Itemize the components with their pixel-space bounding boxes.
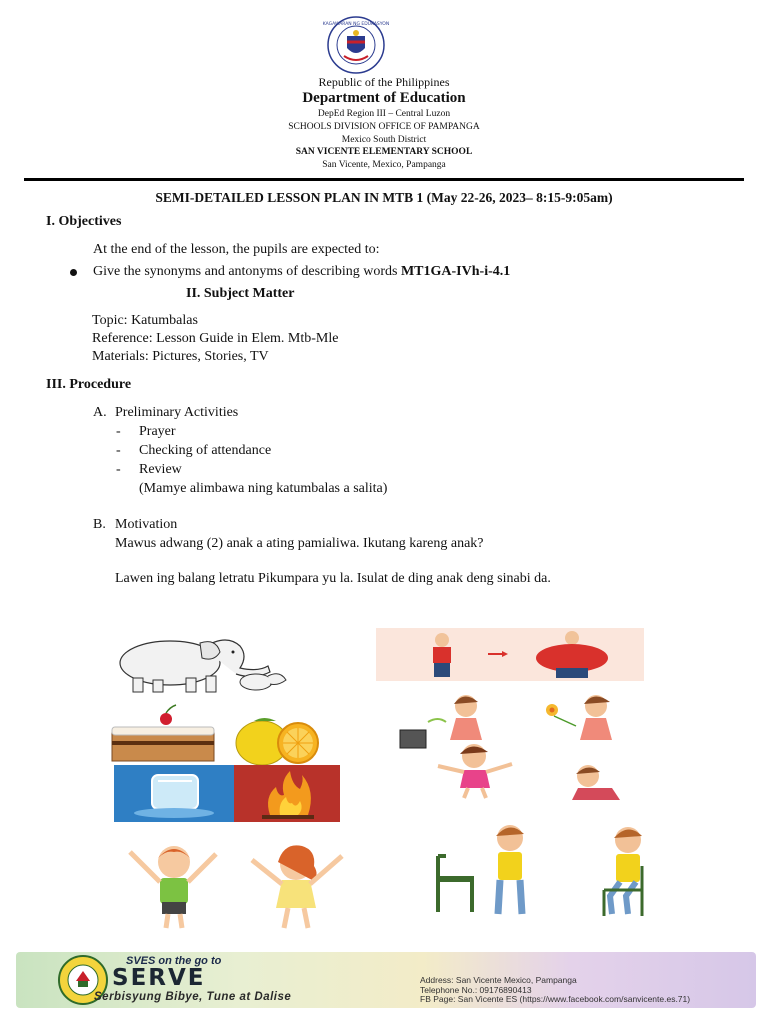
lesson-plan-title: SEMI-DETAILED LESSON PLAN IN MTB 1 (May 22-26, 2023– 8:15-9:05am) xyxy=(155,190,613,205)
elephant-picture xyxy=(108,628,303,698)
dash-marker: - xyxy=(116,443,121,458)
footer-address: Address: San Vicente Mexico, Pampanga xyxy=(420,975,577,985)
laughing-girl-picture xyxy=(434,742,516,800)
republic-line: Republic of the Philippines xyxy=(318,75,450,89)
dash-marker: - xyxy=(116,424,121,439)
district-line: Mexico South District xyxy=(341,135,427,145)
deped-seal-logo xyxy=(322,16,390,74)
seal-text: KAGAWARAN NG EDUKASYON xyxy=(322,22,390,27)
procedure-heading: III. Procedure xyxy=(46,377,132,392)
bullet-dot xyxy=(70,269,77,276)
topic-line: Topic: Katumbalas xyxy=(92,313,198,328)
girl-with-garbage-picture xyxy=(398,692,498,744)
crying-girl-picture xyxy=(566,762,628,802)
review-note: (Mamye alimbawa ning katumbalas a salita) xyxy=(139,481,388,496)
objectives-intro: At the end of the lesson, the pupils are expected to: xyxy=(93,242,380,257)
motivation-line-1: Mawus adwang (2) anak a ating pamialiwa. Ikutang kareng anak? xyxy=(115,536,484,551)
thin-and-fat-person-picture xyxy=(376,628,644,681)
section-a-title: Preliminary Activities xyxy=(115,405,239,420)
school-name: SAN VICENTE ELEMENTARY SCHOOL xyxy=(295,147,473,157)
section-b-title: Motivation xyxy=(115,517,178,532)
fire-flame-graphic xyxy=(234,765,340,822)
objectives-heading: I. Objectives xyxy=(46,214,122,229)
objective-code: MT1GA-IVh-i-4.1 xyxy=(400,264,511,279)
objective-item xyxy=(93,264,510,280)
division-line: SCHOOLS DIVISION OFFICE OF PAMPANGA xyxy=(288,122,480,132)
header-divider xyxy=(24,178,744,181)
footer-banner xyxy=(16,952,756,1008)
footer-subtitle: Serbisyung Bibye, Tune at Dalise xyxy=(94,991,292,1003)
list-item-prayer: Prayer xyxy=(139,424,176,439)
list-item-review: Review xyxy=(139,462,182,477)
section-b-label: B. xyxy=(93,517,106,532)
subject-matter-heading: II. Subject Matter xyxy=(186,286,295,301)
footer-serve: SERVE xyxy=(112,965,206,991)
lemon-picture xyxy=(234,713,322,768)
footer-telephone: Telephone No.: 09176890413 xyxy=(420,985,532,995)
materials-line: Materials: Pictures, Stories, TV xyxy=(92,349,269,364)
girl-with-flower-picture xyxy=(540,692,630,744)
school-address: San Vicente, Mexico, Pampanga xyxy=(322,160,446,170)
boy-sitting-on-chair-picture xyxy=(596,822,656,920)
section-a-label: A. xyxy=(93,405,107,420)
reference-line: Reference: Lesson Guide in Elem. Mtb-Mle xyxy=(92,331,339,346)
boy-and-girl-picture xyxy=(116,840,356,932)
footer-fb-page: FB Page: San Vicente ES (https://www.facebook.com/sanvicente.es.71) xyxy=(420,994,691,1004)
objective-text: Give the synonyms and antonyms of describing words xyxy=(93,264,398,279)
fire-picture xyxy=(234,765,340,822)
motivation-line-2: Lawen ing balang letratu Pikumpara yu la. Isulat de ding anak deng sinabi da. xyxy=(115,571,551,586)
dash-marker: - xyxy=(116,462,121,477)
cake-picture xyxy=(108,705,220,765)
department-name: Department of Education xyxy=(302,90,466,106)
ice-cube-graphic xyxy=(114,765,234,822)
list-item-attendance: Checking of attendance xyxy=(139,443,272,458)
region-line: DepEd Region III – Central Luzon xyxy=(317,109,451,119)
boy-standing-beside-chair-picture xyxy=(432,820,544,918)
ice-picture xyxy=(114,765,234,822)
footer-tagline: SVES on the go to xyxy=(126,955,222,967)
